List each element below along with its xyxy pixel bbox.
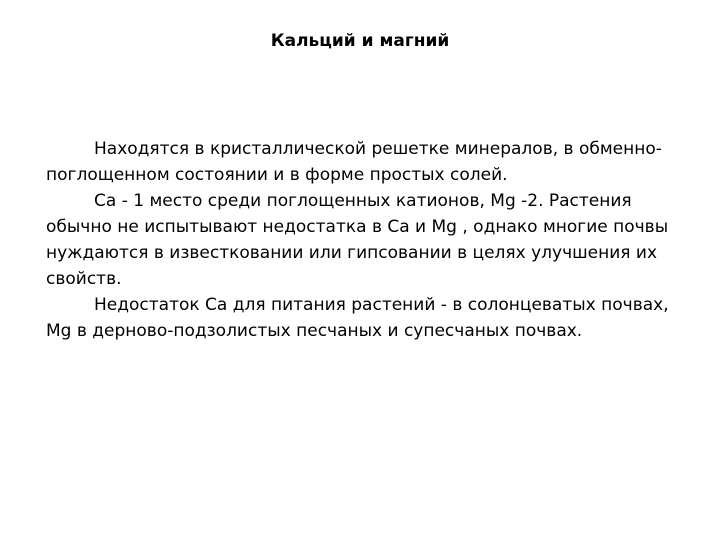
slide-title: Кальций и магний <box>270 31 450 51</box>
paragraph-minerals: Находятся в кристаллической решетке минералов, в обменно-поглощенном состоянии и в форме простых солей. <box>46 139 662 185</box>
slide-body <box>46 136 676 344</box>
paragraph-deficiency: Недостаток Са для питания растений - в солонцеватых почвах, Mg в дерново-подзолистых песчаных и супесчаных почвах. <box>46 295 669 341</box>
paragraph-cations: Са - 1 место среди поглощенных катионов, Mg -2. Растения обычно не испытывают недостатка в Са и Mg , однако многие почвы нуждаются в известковании или гипсовании в целях улучшения их свойств. <box>46 191 669 289</box>
